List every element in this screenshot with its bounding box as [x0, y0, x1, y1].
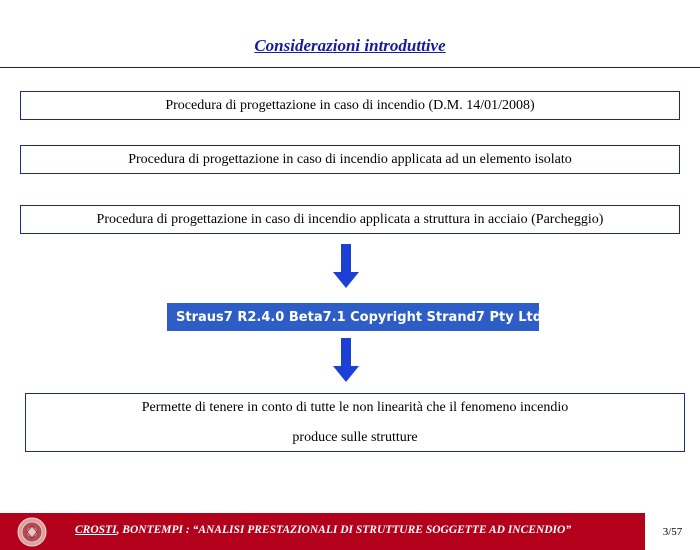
footer-citation: [75, 524, 571, 536]
title-divider: [0, 67, 700, 68]
straus7-title-text: Straus7 R2.4.0 Beta7.1 Copyright Strand7 Pty Ltd: [176, 309, 542, 325]
box-nonlinearity: [25, 393, 685, 452]
page-number-text: 3/57: [662, 525, 683, 538]
footer-bar: [0, 513, 700, 550]
arrow-down-icon: [333, 244, 359, 288]
box-procedure-isolated-element-text: Procedura di progettazione in caso di incendio applicata ad un elemento isolato: [128, 151, 572, 167]
box-nonlinearity-line1: Permette di tenere in conto di tutte le non linearità che il fenomeno incendio: [141, 399, 569, 415]
box-nonlinearity-line2: produce sulle strutture: [292, 429, 418, 445]
footer-author: CROSTI: [75, 524, 117, 536]
arrow-down-icon: [333, 338, 359, 382]
slide-title: Considerazioni introduttive: [254, 36, 446, 55]
box-procedure-isolated-element: [20, 145, 680, 174]
box-procedure-steel-structure-text: Procedura di progettazione in caso di incendio applicata a struttura in acciaio (Parcheggio): [96, 211, 604, 227]
box-procedure-dm-text: Procedura di progettazione in caso di incendio (D.M. 14/01/2008): [165, 97, 535, 113]
footer-citation-rest: , BONTEMPI : “ANALISI PRESTAZIONALI DI STRUTTURE SOGGETTE AD INCENDIO”: [116, 524, 572, 536]
straus7-title-bar: [167, 303, 542, 331]
university-seal-icon: [17, 517, 47, 547]
box-procedure-steel-structure: [20, 205, 680, 234]
box-procedure-dm: [20, 91, 680, 120]
page-number: [645, 513, 700, 550]
